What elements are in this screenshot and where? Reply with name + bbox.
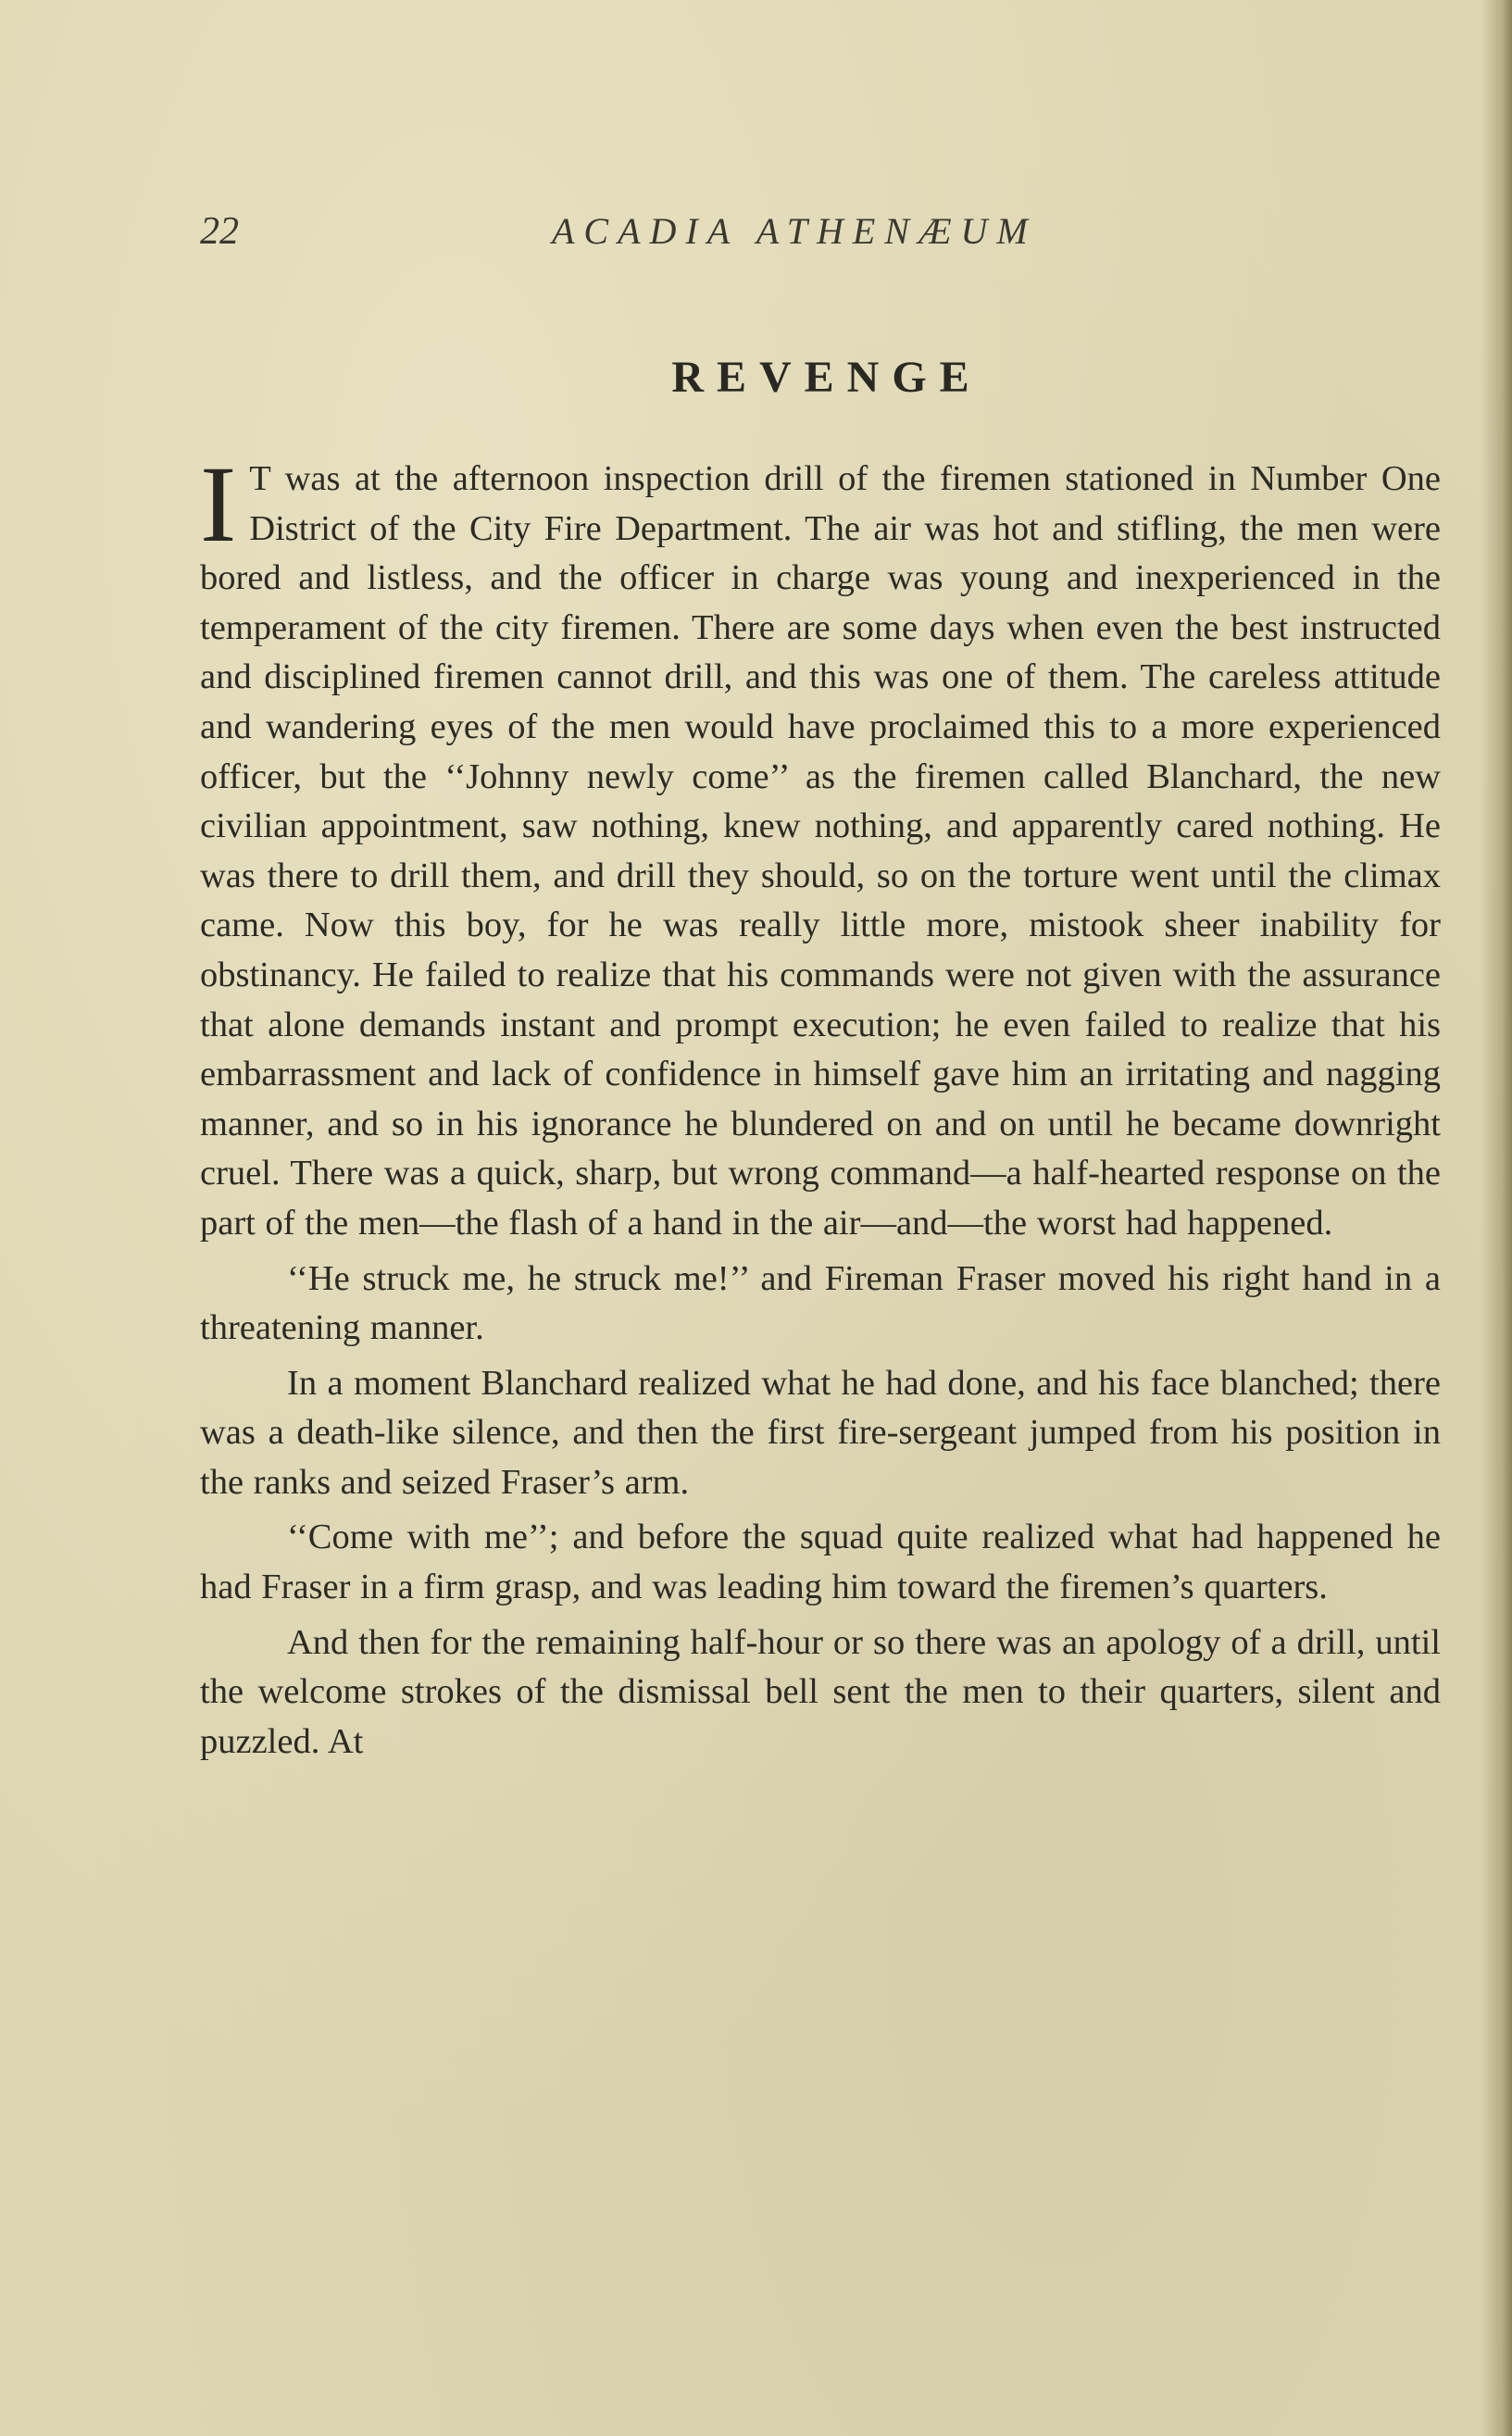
paragraph-2: ‘‘He struck me, he struck me!’’ and Fireman Fraser moved his right hand in a threatening manner. — [200, 1258, 1441, 1348]
paragraph-5: And then for the remaining half-hour or so there was an apology of a drill, until the welcome strokes of the dismissal bell sent the men to their quarters, silent and puzzled. At — [200, 1622, 1441, 1761]
drop-cap: I — [200, 443, 237, 565]
article — [200, 352, 1441, 1767]
page-number: 22 — [200, 210, 239, 253]
page-header — [200, 209, 1093, 265]
paragraph-3: In a moment Blanchard realized what he had done, and his face blanched; there was a death-like silence, and then the first fire-sergeant jumped from his position in the ranks and seized Fraser’s arm. — [200, 1363, 1441, 1502]
paragraph-1 — [200, 443, 1441, 1249]
page-edge-shadow — [1481, 0, 1512, 2436]
running-head: ACADIA ATHENÆUM — [552, 210, 1037, 252]
paragraph-4: ‘‘Come with me’’; and before the squad quite realized what had happened he had Fraser in a firm grasp, and was leading him toward the firemen’s quarters. — [200, 1518, 1441, 1607]
paragraph-1-text: T was at the afternoon inspection drill of the firemen stationed in Number One District of the City Fire Department. The air was hot and stifling, the men were bored and listless, and the officer in charge was young and inexperienced in the temperament of the city firemen. There are some days when even the best instructed and disciplined firemen cannot drill, and this was one of them. The careless attitude and wandering eyes of the men would have proclaimed this to a more experienced officer, but the ‘‘Johnny newly come’’ as the firemen called Blanchard, the new civilian appointment, saw nothing, knew nothing, and apparently cared nothing. He was there to drill them, and drill they should, so on the torture went until the climax came. Now this boy, for he was really little more, mistook sheer inability for obstinancy. He failed to realize that his commands were not given with the assurance that alone demands instant and prompt execution; he even failed to realize that his embarrassment and lack of confidence in himself gave him an irritating and nagging manner, and so in his ignorance he blundered on and on until he became downright cruel. There was a quick, sharp, but wrong command—a half-hearted response on the part of the men—the flash of a hand in the air—and—the worst had happened. — [200, 459, 1441, 1243]
article-title: REVENGE — [671, 353, 982, 402]
